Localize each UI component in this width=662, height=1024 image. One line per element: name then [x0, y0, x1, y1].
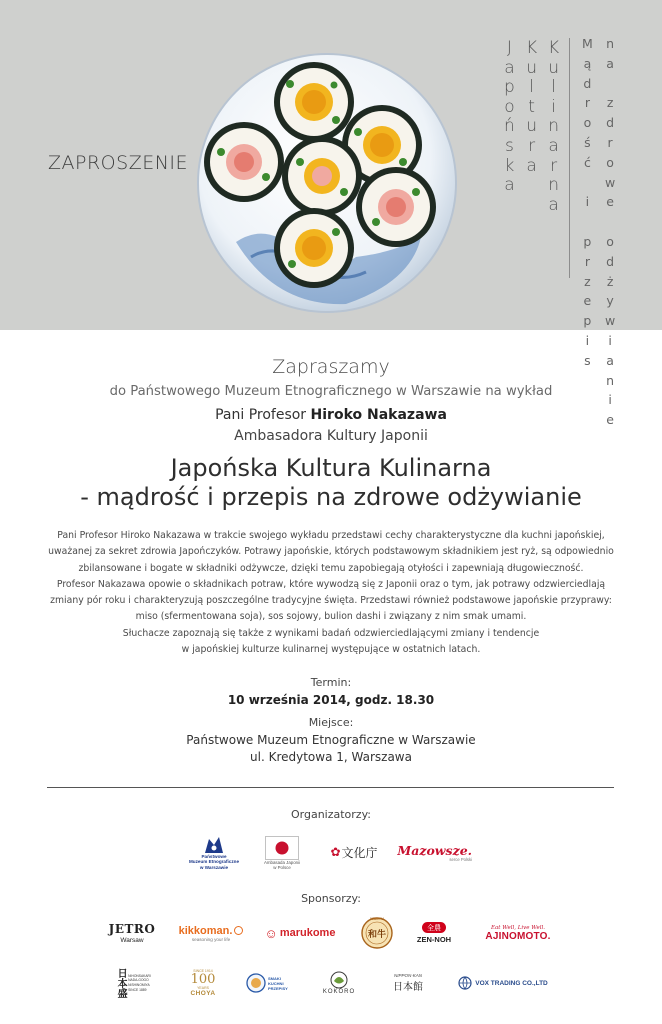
- wagyu-name: 和牛: [367, 928, 386, 939]
- sushi-roll: [204, 122, 284, 202]
- vertical-letter: ą: [583, 55, 592, 71]
- vertical-letter: i: [608, 392, 612, 408]
- mazowsze-name: Mazowsze.: [397, 842, 472, 858]
- vertical-letter: J: [506, 38, 512, 58]
- vertical-letter: s: [504, 135, 514, 156]
- description-line: miso (sfermentowana soja), sos sojowy, bulion dashi i związany z nim smak umami.: [135, 611, 527, 623]
- mazowsze-tagline: serce Polski: [449, 856, 472, 862]
- vertical-letter: t: [528, 96, 535, 117]
- ajinomoto-logo: [482, 920, 554, 946]
- vertical-letter: e: [606, 194, 614, 210]
- vertical-letter: ż: [606, 273, 614, 289]
- professor-name: Hiroko Nakazawa: [310, 407, 447, 423]
- smaki-name: SMAKI KUCHNI PRZEPISY: [268, 975, 288, 991]
- ajinomoto-tagline: Eat Well, Live Well.: [491, 924, 545, 931]
- nipponkan-latin: NIPPON-KAN: [393, 973, 422, 978]
- lecture-title-line2: - mądrość i przepis na zdrowe odżywianie: [80, 483, 582, 511]
- description-line: zmiany pór roku i charakteryzują poszczególne tradycyjne święta. Przedstawi również podstawowe japońskie przyprawy:: [50, 595, 612, 607]
- description-line: uważanej za sekret zdrowia Japończyków. Potrawy japońskie, których podstawowym składnikiem jest ryż, są odpowiednio: [48, 546, 614, 558]
- nihonsakari-logo: [112, 966, 154, 1000]
- vertical-letter: w: [605, 313, 616, 329]
- choya-logo: [182, 963, 224, 1003]
- vertical-letter: K: [548, 38, 560, 58]
- marukome-character-icon: ☺: [264, 925, 278, 941]
- vertical-letter: o: [504, 96, 515, 117]
- vertical-title-kulinarna: [548, 40, 559, 216]
- vertical-letter: o: [606, 154, 614, 170]
- nipponkan-logo: [380, 968, 436, 998]
- kikkoman-logo: [178, 920, 244, 946]
- vox-globe-icon: [458, 976, 472, 990]
- invitation-label: ZAPROSZENIE: [48, 152, 189, 174]
- vertical-letter: u: [526, 57, 537, 78]
- vertical-letter: i: [608, 332, 612, 348]
- vertical-letter: l: [551, 77, 556, 98]
- vertical-letter: [585, 216, 589, 236]
- vertical-letter: d: [606, 253, 615, 269]
- zennoh-name: ZEN-NOH: [416, 935, 452, 944]
- date-value: 10 września 2014, godz. 18.30: [227, 693, 435, 707]
- vox-name: VOX TRADING CO.,LTD: [475, 979, 548, 987]
- sponsors-label: Sponsorzy:: [301, 892, 361, 905]
- vertical-letter: r: [607, 134, 613, 150]
- vertical-letter: k: [504, 155, 515, 176]
- vertical-letter: e: [583, 293, 592, 309]
- mazowsze-logo: [397, 838, 472, 866]
- vertical-letter: ń: [504, 116, 515, 137]
- vertical-letter: o: [606, 233, 614, 249]
- vertical-title-kultura: [526, 40, 537, 177]
- nipponkan-kanji: 日本館: [393, 982, 423, 993]
- place-label: Miejsce:: [308, 716, 354, 729]
- vertical-letter: i: [585, 332, 590, 348]
- vertical-letter: r: [584, 95, 590, 111]
- jetro-logo: [108, 920, 156, 946]
- vertical-letter: ś: [584, 134, 591, 150]
- sushi-roll: [274, 62, 354, 142]
- marukome-logo: [262, 920, 338, 946]
- kokoro-logo: [318, 966, 360, 1000]
- zennoh-logo: [414, 918, 454, 948]
- vertical-letter: l: [529, 77, 534, 98]
- vertical-letter: n: [548, 116, 559, 137]
- vertical-letter: u: [548, 57, 559, 78]
- vertical-letter: i: [585, 194, 590, 210]
- vertical-letter: z: [606, 95, 614, 111]
- professor-line: [0, 407, 662, 423]
- vertical-letter: y: [606, 293, 614, 309]
- vertical-letter: d: [606, 115, 615, 131]
- vertical-letter: w: [605, 174, 616, 190]
- museum-logo: [186, 832, 242, 874]
- vertical-letter: p: [583, 313, 592, 329]
- vertical-letter: a: [606, 352, 614, 368]
- place-name: Państwowe Muzeum Etnograficzne w Warszawie: [186, 733, 476, 747]
- vertical-letter: s: [584, 352, 591, 368]
- vertical-letter: r: [528, 135, 536, 156]
- bunkacho-flower-icon: ✿: [330, 845, 341, 859]
- vertical-divider: [569, 38, 570, 278]
- choya-name: CHOYA: [190, 990, 216, 997]
- kikkoman-tagline: seasoning your life: [191, 936, 231, 942]
- vertical-letter: z: [584, 273, 591, 289]
- ajinomoto-name: AJINOMOTO.: [485, 930, 551, 942]
- vertical-letter: a: [548, 135, 559, 156]
- nihonsakari-line: NADA-GOGO: [128, 978, 149, 983]
- nihonsakari-line: SINCE 1889: [128, 987, 147, 992]
- organizers-label: Organizatorzy:: [290, 808, 371, 821]
- description-line: Pani Profesor Hiroko Nakazawa w trakcie swojego wykładu przedstawi cechy charakterystyczne dla kuchni japońskiej,: [57, 530, 605, 541]
- description-line: Słuchacze zapoznają się także z wynikami badań odzwierciedlającymi zmiany i tendencje: [122, 627, 540, 639]
- vertical-letter: [608, 216, 612, 236]
- lecture-title-line1: Japońska Kultura Kulinarna: [170, 454, 492, 482]
- vertical-letter: n: [548, 175, 559, 196]
- vertical-letter: a: [548, 194, 559, 215]
- choya-since: SINCE 1914: [193, 969, 213, 973]
- vertical-letter: o: [583, 115, 592, 131]
- sushi-roll: [356, 167, 436, 247]
- vox-trading-logo: [456, 970, 550, 996]
- kikkoman-emblem-icon: [234, 926, 243, 935]
- vertical-letter: r: [550, 155, 558, 176]
- japan-flag-icon: [265, 836, 299, 860]
- greeting: Zapraszamy: [272, 356, 390, 378]
- description-line: zbilansowane i bogate w składniki odżywcze, dzięki temu zapobiegają otyłości i zapewniają długowieczność.: [78, 562, 584, 574]
- sushi-roll: [282, 136, 362, 216]
- divider-rule: [47, 787, 614, 788]
- vertical-letter: p: [504, 77, 515, 98]
- professor-prefix: Pani Profesor: [215, 407, 307, 423]
- choya-years-label: YEARS: [197, 986, 209, 990]
- wagyu-logo: [360, 916, 394, 950]
- jetro-name: JETRO: [108, 922, 156, 936]
- vertical-letter: a: [526, 155, 537, 176]
- place-address: ul. Kredytowa 1, Warszawa: [250, 750, 412, 764]
- vertical-letter: ć: [583, 154, 591, 170]
- date-label: Termin:: [310, 676, 352, 689]
- vertical-letter: K: [526, 38, 538, 58]
- description-line: w japońskiej kulturze kulinarnej występujące w ostatnich latach.: [181, 644, 481, 656]
- venue-line: do Państwowego Muzeum Etnograficznego w Warszawie na wykład: [109, 384, 553, 399]
- vertical-letter: a: [504, 57, 515, 78]
- embassy-name-line: Ambasada Japonii: [263, 859, 301, 865]
- sushi-plate-image: [196, 52, 458, 314]
- bunkacho-name: 文化庁: [341, 845, 378, 860]
- professor-role: Ambasadora Kultury Japonii: [234, 428, 428, 444]
- embassy-name-line: w Polsce: [273, 865, 291, 870]
- vertical-letter: p: [583, 233, 592, 249]
- vertical-letter: a: [504, 175, 515, 196]
- vertical-letter: r: [584, 253, 590, 269]
- vertical-letter: M: [582, 36, 593, 51]
- vertical-letter: u: [526, 116, 537, 137]
- bunkacho-logo: [326, 838, 382, 866]
- embassy-logo: [259, 832, 305, 874]
- smaki-logo: [244, 968, 296, 998]
- vertical-letter: n: [606, 372, 615, 388]
- nihonsakari-kanji: 日本盛: [115, 968, 127, 998]
- vertical-letter: a: [606, 55, 614, 71]
- lecture-description: [0, 528, 662, 658]
- museum-emblem-icon: [203, 836, 225, 854]
- sushi-roll: [274, 208, 354, 288]
- kikkoman-name: kikkoman.: [178, 924, 233, 937]
- marukome-name: marukome: [279, 927, 336, 939]
- vertical-title-japonska: [504, 40, 515, 197]
- museum-name-line: Muzeum Etnograficzne: [188, 859, 240, 865]
- vertical-letter: n: [606, 36, 615, 51]
- smaki-bowl-icon: [246, 973, 266, 993]
- kokoro-name: KOKORO: [322, 989, 356, 995]
- wagyu-ring-text: WAGYU: [370, 917, 384, 921]
- zennoh-mark: 全農: [422, 922, 446, 933]
- jetro-sub: Warsaw: [120, 937, 144, 944]
- choya-years: 100: [190, 972, 216, 987]
- museum-name-line: Państwowe: [201, 853, 227, 859]
- nihonsakari-line: NIHONSAKARI: [128, 973, 151, 978]
- vertical-letter: i: [551, 96, 556, 117]
- vertical-letter: e: [606, 412, 614, 428]
- description-line: Profesor Nakazawa opowie o składnikach potraw, które wywodzą się z Japonii oraz o tym, jak potrawy odzwierciedlają: [56, 578, 606, 590]
- nihonsakari-line: NISHINOMIYA: [128, 983, 150, 987]
- vertical-subtitle-madrosc: [582, 38, 593, 375]
- vertical-letter: d: [583, 75, 592, 91]
- museum-name-line: w Warszawie: [199, 864, 229, 870]
- kokoro-emblem-icon: [329, 971, 349, 989]
